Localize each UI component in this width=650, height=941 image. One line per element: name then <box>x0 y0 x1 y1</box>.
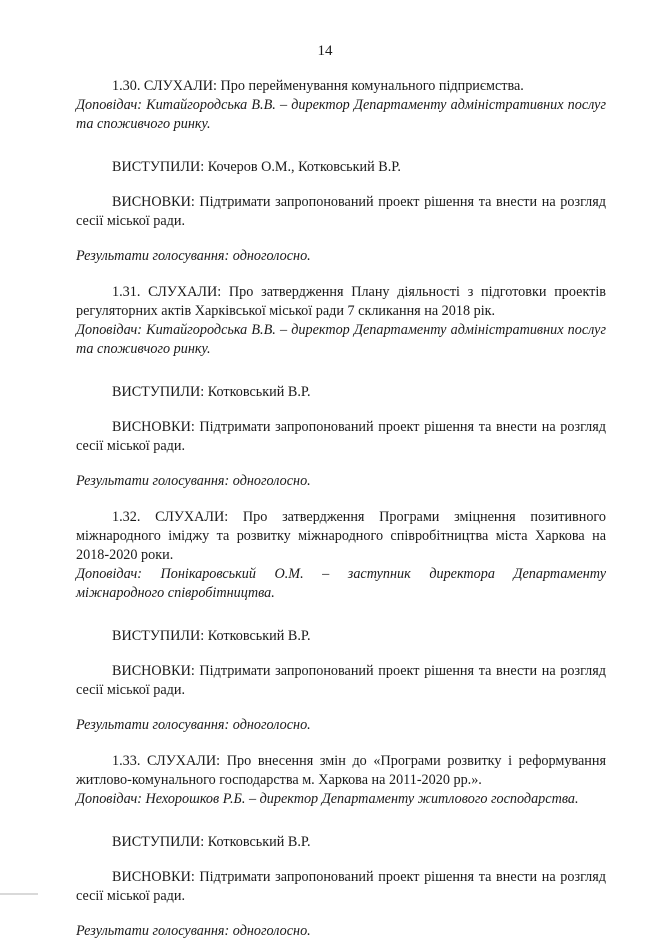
conclusions-text: ВИСНОВКИ: Підтримати запропонований проект рішення та внести на розгляд сесії міської ради. <box>76 869 606 904</box>
spoke-text: ВИСТУПИЛИ: Котковський В.Р. <box>112 628 311 644</box>
heard-text: 1.33. СЛУХАЛИ: Про внесення змін до «Програми розвитку і реформування житлово-комунального господарства м. Харкова на 2011-2020 рр.». <box>76 753 606 788</box>
spoke-text: ВИСТУПИЛИ: Котковський В.Р. <box>112 384 311 400</box>
heard-text: 1.31. СЛУХАЛИ: Про затвердження Плану діяльності з підготовки проектів регуляторних актів Харківської міської ради 7 скликання на 2018 рік. <box>76 284 606 319</box>
agenda-item-1-31 <box>76 283 606 491</box>
agenda-item-1-33 <box>76 752 606 941</box>
speaker-text: Доповідач: Китайгородська В.В. – директор Департаменту адміністративних послуг та споживчого ринку. <box>76 97 606 132</box>
agenda-item-1-32 <box>76 508 606 735</box>
speaker-text: Доповідач: Нехорошков Р.Б. – директор Департаменту житлового господарства. <box>76 791 579 807</box>
spoke-text: ВИСТУПИЛИ: Кочеров О.М., Котковський В.Р. <box>112 159 401 175</box>
speaker-text: Доповідач: Понікаровський О.М. – заступник директора Департаменту міжнародного співробітництва. <box>76 566 606 601</box>
conclusions-text: ВИСНОВКИ: Підтримати запропонований проект рішення та внести на розгляд сесії міської ради. <box>76 663 606 698</box>
conclusions-text: ВИСНОВКИ: Підтримати запропонований проект рішення та внести на розгляд сесії міської ради. <box>76 419 606 454</box>
voting-result: Результати голосування: одноголосно. <box>76 473 311 489</box>
scan-edge-mark <box>0 893 38 895</box>
conclusions-text: ВИСНОВКИ: Підтримати запропонований проект рішення та внести на розгляд сесії міської ради. <box>76 194 606 229</box>
voting-result: Результати голосування: одноголосно. <box>76 248 311 264</box>
agenda-item-1-30 <box>76 77 606 266</box>
speaker-text: Доповідач: Китайгородська В.В. – директор Департаменту адміністративних послуг та споживчого ринку. <box>76 322 606 357</box>
voting-result: Результати голосування: одноголосно. <box>76 923 311 939</box>
minutes-content <box>76 77 606 941</box>
heard-text: 1.32. СЛУХАЛИ: Про затвердження Програми зміцнення позитивного міжнародного іміджу та розвитку міжнародного співробітництва міста Харкова на 2018-2020 роки. <box>76 509 606 563</box>
spoke-text: ВИСТУПИЛИ: Котковський В.Р. <box>112 834 311 850</box>
heard-text: 1.30. СЛУХАЛИ: Про перейменування комунального підприємства. <box>112 78 524 94</box>
voting-result: Результати голосування: одноголосно. <box>76 717 311 733</box>
page-number: 14 <box>317 43 333 59</box>
